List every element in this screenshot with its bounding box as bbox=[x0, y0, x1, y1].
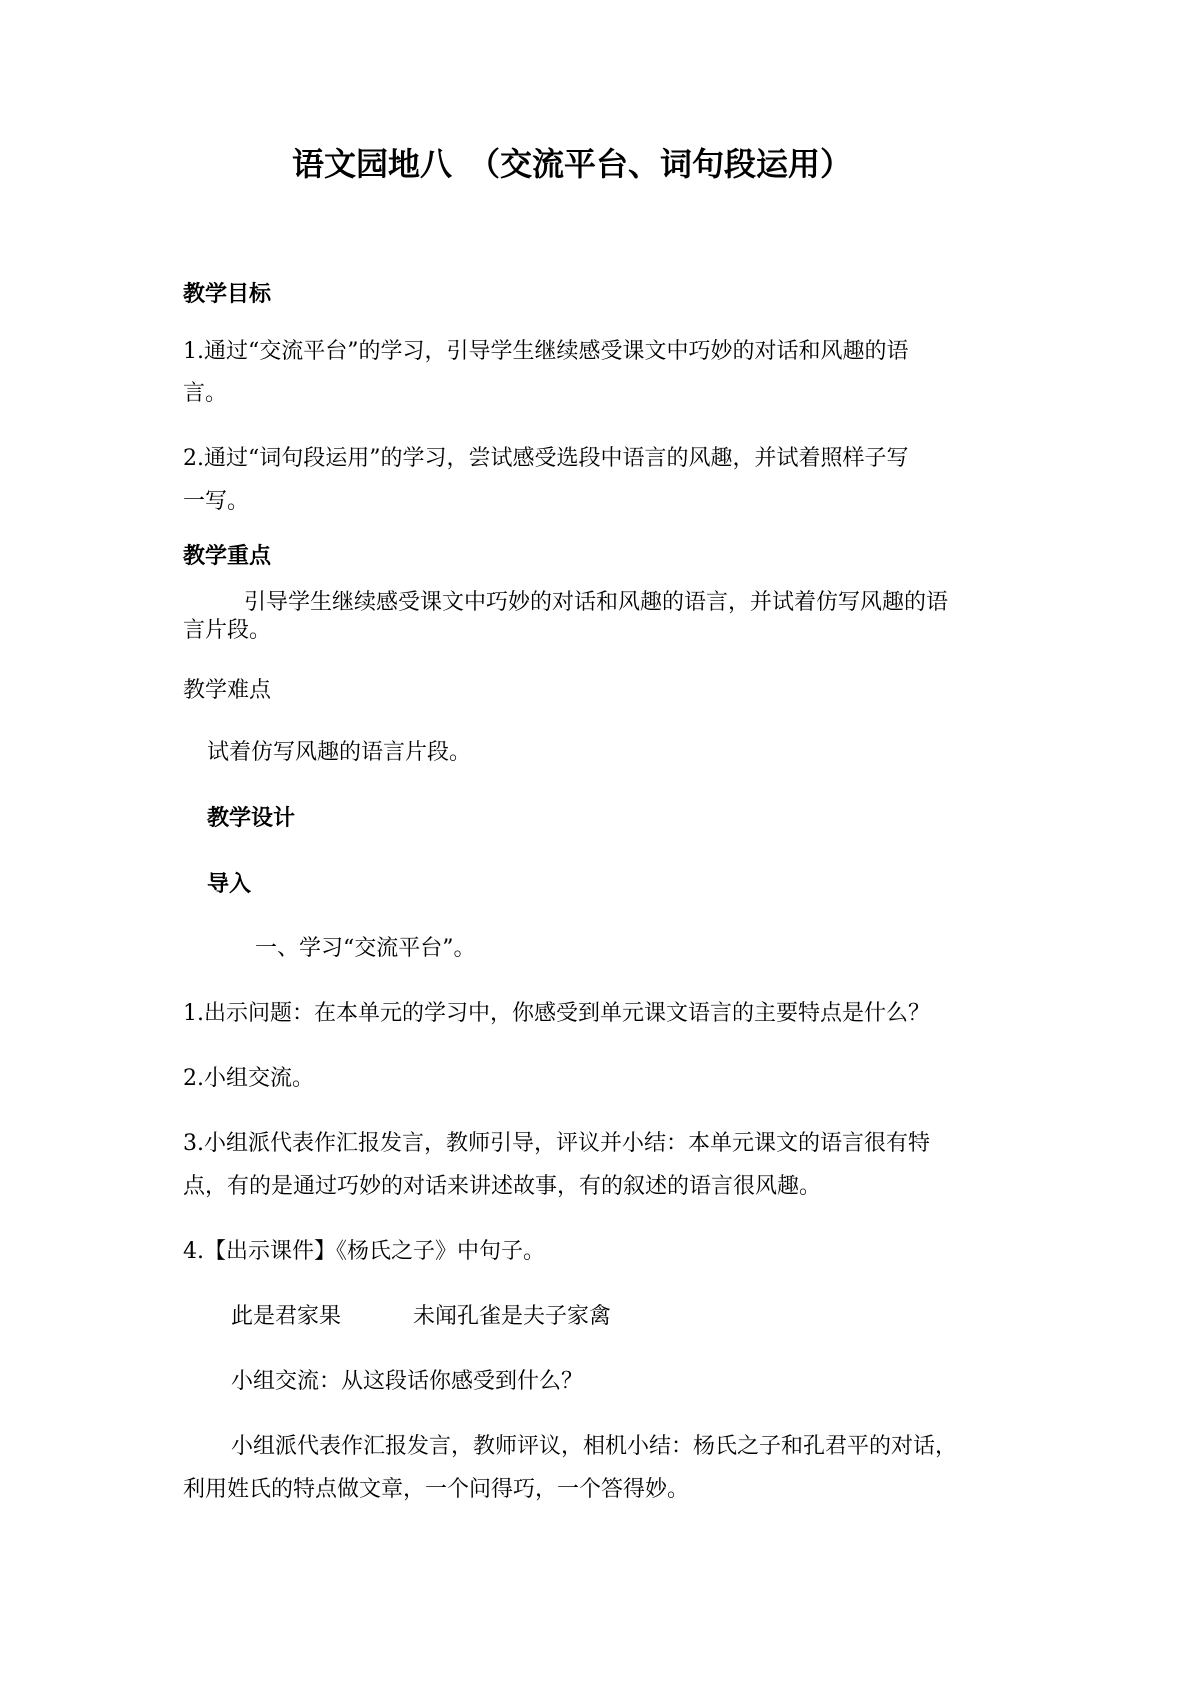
key-points-line-1: 引导学生继续感受课文中巧妙的对话和风趣的语言，并试着仿写风趣的语 bbox=[244, 590, 949, 615]
summary-line-1: 小组派代表作汇报发言，教师评议，相机小结：杨氏之子和孔君平的对话， bbox=[231, 1434, 958, 1459]
discussion-prompt: 小组交流：从这段话你感受到什么？ bbox=[231, 1369, 584, 1394]
goal-2-line-2: 一写。 bbox=[183, 489, 250, 514]
section-1-heading: 一、学习“交流平台”。 bbox=[255, 936, 476, 961]
difficulties-text: 试着仿写风趣的语言片段。 bbox=[207, 740, 472, 765]
key-points-line-2: 言片段。 bbox=[183, 618, 272, 643]
step-3-line-2: 点，有的是通过巧妙的对话来讲述故事，有的叙述的语言很风趣。 bbox=[183, 1174, 822, 1199]
goal-1-line-2: 言。 bbox=[183, 381, 228, 406]
design-heading: 教学设计 bbox=[207, 805, 296, 831]
key-points-heading: 教学重点 bbox=[183, 543, 272, 569]
summary-line-2: 利用姓氏的特点做文章，一个问得巧，一个答得妙。 bbox=[183, 1477, 690, 1502]
quote-left: 此是君家果 bbox=[231, 1304, 342, 1329]
quote-right: 未闻孔雀是夫子家禽 bbox=[413, 1304, 612, 1329]
document-title: 语文园地八 （交流平台、词句段运用） bbox=[292, 145, 853, 183]
goal-1-line-1: 1.通过“交流平台”的学习，引导学生继续感受课文中巧妙的对话和风趣的语 bbox=[183, 339, 909, 364]
goals-heading: 教学目标 bbox=[183, 281, 272, 307]
intro-heading: 导入 bbox=[207, 871, 252, 897]
step-2: 2.小组交流。 bbox=[183, 1066, 314, 1091]
difficulties-heading: 教学难点 bbox=[183, 678, 272, 703]
step-4: 4.【出示课件】《杨氏之子》中句子。 bbox=[183, 1239, 545, 1264]
step-1: 1.出示问题：在本单元的学习中，你感受到单元课文语言的主要特点是什么？ bbox=[183, 1001, 930, 1026]
goal-2-line-1: 2.通过“词句段运用”的学习，尝试感受选段中语言的风趣，并试着照样子写 bbox=[183, 446, 909, 471]
step-3-line-1: 3.小组派代表作汇报发言，教师引导，评议并小结：本单元课文的语言很有特 bbox=[183, 1131, 930, 1156]
